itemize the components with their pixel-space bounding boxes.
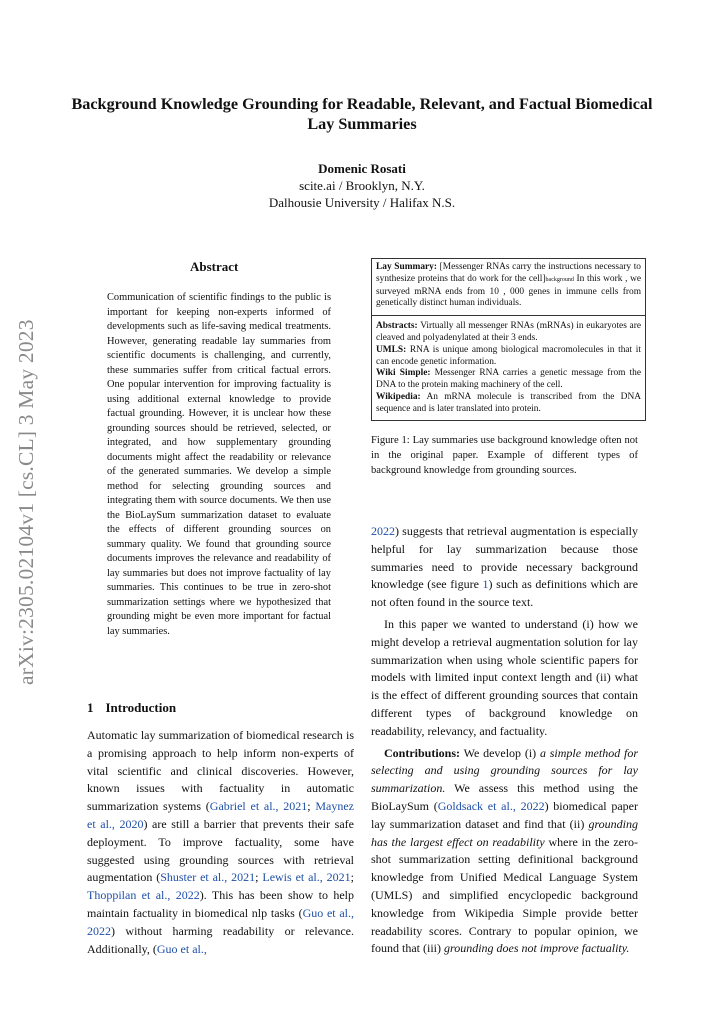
introduction-paragraph xyxy=(87,727,354,958)
citation-link[interactable]: Guo et al., 2022 xyxy=(87,905,354,938)
figure-subscript: background xyxy=(545,276,574,283)
text-run: ; xyxy=(350,870,354,885)
arxiv-stamp: arXiv:2305.02104v1 [cs.CL] 3 May 2023 xyxy=(14,319,38,685)
figure-wikipedia xyxy=(376,392,641,416)
citation-link[interactable]: Lewis et al., 2021 xyxy=(262,870,351,885)
citation-link[interactable]: Goldsack et al., 2022 xyxy=(437,798,545,813)
figure-text: An mRNA molecule is transcribed from the DNA sequence and is later translated into protein. xyxy=(376,391,641,414)
figure-abstracts xyxy=(376,321,641,345)
figure-label: Wikipedia: xyxy=(376,391,421,402)
abstract-text: Communication of scientific findings to the public is important for keeping non-experts informed of developments such as life-saving medical treatments. However, generating readable lay summaries from scientific documents is challenging, and currently, these summaries suffer from critical factual errors. One popular intervention for improving factuality is using additional external knowledge to provide factual grounding. However, it is unclear how these grounding sources should be retrieved, selected, or integrated, and how supplementary grounding documents might affect the readability or relevance of the generated summaries. We develop a simple method for selecting grounding sources and integrating them with source documents. We then use the BioLaySum summarization dataset to evaluate the effects of different grounding sources on summary quality. We found that grounding source documents improves the relevance and readability of lay summaries but does not improve factuality of lay summaries. This continues to be true in zero-shot summarization settings where we hypothesized that grounding might be even more important for factual lay summaries. xyxy=(107,292,331,637)
figure-1-box xyxy=(371,258,646,421)
figure-1-caption: Figure 1: Lay summaries use background knowledge often not in the original paper. Example of different types of background knowledge from grounding sources. xyxy=(371,435,638,476)
figure-label: Lay Summary: xyxy=(376,262,437,272)
text-run: ) without harming readability or relevance. Additionally, ( xyxy=(87,923,354,956)
text-run: ). This has been show to help maintain factuality in biomedical nlp tasks ( xyxy=(87,888,354,920)
text-run: ) biomedical paper lay summarization dataset and find that (ii) xyxy=(371,798,638,831)
figure-reference-link[interactable]: 1 xyxy=(482,577,489,592)
figure-umls xyxy=(376,345,641,369)
citation-link[interactable]: 2022 xyxy=(371,524,395,538)
right-column-text xyxy=(371,523,638,958)
figure-text: Messenger RNA carries a genetic message from the DNA to the protein making machinery of the cell. xyxy=(376,368,641,391)
paper-title: Background Knowledge Grounding for Readable, Relevant, and Factual Biomedical Lay Summaries xyxy=(71,95,653,133)
citation-link[interactable]: Gabriel et al., 2021 xyxy=(209,799,308,814)
figure-lay-summary xyxy=(376,262,641,310)
affiliation-2: Dalhousie University / Halifax N.S. xyxy=(268,195,456,210)
figure-label: UMLS: xyxy=(376,344,407,355)
paragraph: In this paper we wanted to understand (i) how we might develop a retrieval augmentation solution for lay summarization when using whole scientific papers for models with limited input context length and (ii) what is the effect of different grounding sources that contain different types of background knowledge on readability, relevancy, and factuality. xyxy=(371,616,638,738)
text-run: ; xyxy=(255,870,263,885)
text-run: ) are still a barrier that prevents their safe deployment. To improve factuality, some have suggested using grounding sources with retrieval augmentation ( xyxy=(87,816,355,885)
section-title: Introduction xyxy=(105,700,177,715)
emphasis: grounding does not improve factuality. xyxy=(443,941,630,956)
affiliation-1: scite.ai / Brooklyn, N.Y. xyxy=(299,178,425,193)
author-name: Domenic Rosati xyxy=(318,161,406,176)
text-run: We develop (i) xyxy=(460,745,540,760)
paragraph xyxy=(371,523,638,612)
section-heading-introduction xyxy=(87,700,176,716)
citation-link[interactable]: Thoppilan et al., 2022 xyxy=(87,888,200,903)
figure-text: [Messenger RNAs carry the instructions necessary to synthesize proteins that do work for the cell] xyxy=(376,262,641,284)
emphasis: grounding has the largest effect on readability xyxy=(371,816,638,849)
figure-wiki-simple xyxy=(376,368,641,392)
figure-label: Abstracts: xyxy=(376,321,418,332)
text-run: ) such as definitions which are not often found in the source text. xyxy=(371,577,638,610)
text-run: ; xyxy=(307,799,316,814)
abstract-heading: Abstract xyxy=(190,259,239,274)
figure-divider xyxy=(372,315,645,316)
figure-text: Virtually all messenger RNAs (mRNAs) in eukaryotes are cleaved and polyadenylated at their 3 ends. xyxy=(376,321,641,343)
author-block xyxy=(160,160,564,211)
figure-text: In this work , we surveyed mRNA ends from 10 , 000 genes in immune cells from genetically distinct human individuals. xyxy=(376,273,642,309)
text-run: where in the zero-shot summarization setting definitional background knowledge from Unified Medical Language System (UMLS) and simplified encyclopedic background knowledge from Wikipedia Simple provide better readability scores. Contrary to popular opinion, we found that (iii) xyxy=(371,834,638,956)
run-in-heading: Contributions: xyxy=(384,745,461,760)
contributions-paragraph xyxy=(371,745,638,959)
citation-link[interactable]: Maynez et al., 2020 xyxy=(87,799,354,831)
figure-label: Wiki Simple: xyxy=(376,368,431,379)
figure-text: RNA is unique among biological macromolecules in that it can encode genetic information. xyxy=(376,344,641,367)
text-run: We assess this method using the BioLaySum ( xyxy=(371,781,638,813)
citation-link[interactable]: Shuster et al., 2021 xyxy=(160,870,256,885)
citation-link[interactable]: Guo et al., xyxy=(156,941,207,956)
text-run: Automatic lay summarization of biomedical research is a promising approach to help inform non-experts of vital scientific and clinical discoveries. However, known issues with factuality in automatic summarization systems ( xyxy=(87,728,354,814)
emphasis: a simple method for selecting and using grounding sources for lay summarization. xyxy=(371,745,638,796)
section-number: 1 xyxy=(87,700,94,715)
text-run: ) suggests that retrieval augmentation is especially helpful for lay summarization because those summaries need to provide necessary background knowledge (see figure xyxy=(371,524,638,592)
